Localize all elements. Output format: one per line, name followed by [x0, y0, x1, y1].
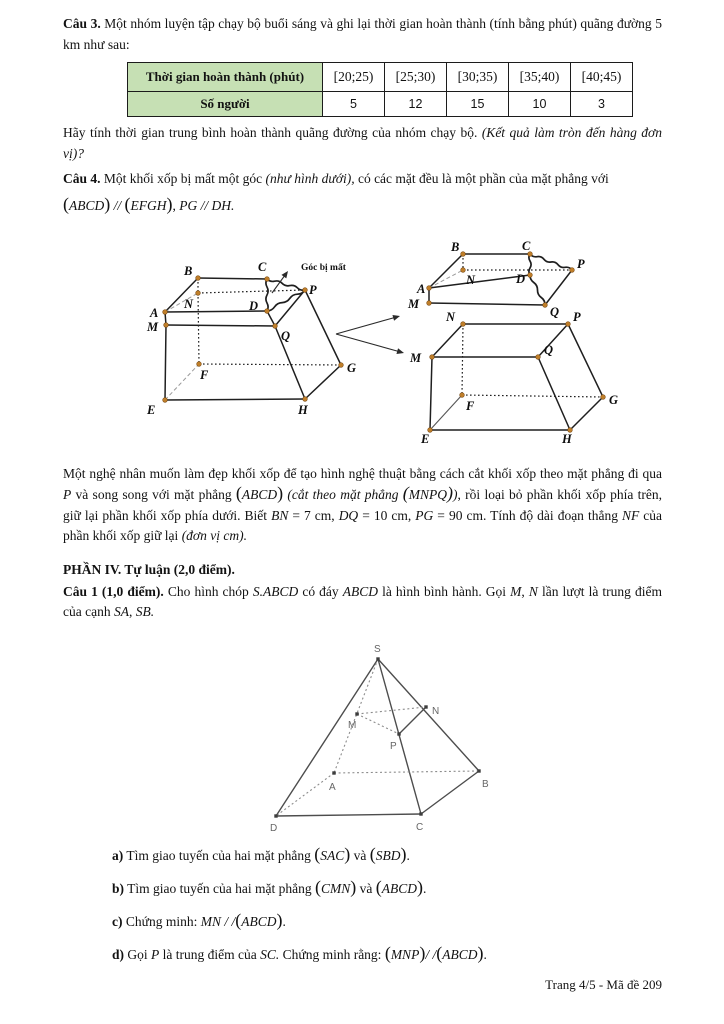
svg-text:G: G — [347, 360, 357, 375]
question-3-statement: Câu 3. Một nhóm luyện tập chạy bộ buổi sáng và ghi lại thời gian hoàn thành (tính bằng phút) quãng đường 5 km như sau: — [63, 16, 662, 52]
pyramid-diagram — [0, 628, 724, 844]
question-3-prompt: Hãy tính thời gian trung bình hoàn thành quãng đường của nhóm chạy bộ. (Kết quả làm tròn đến hàng đơn vị)? — [63, 125, 662, 161]
question-4-paragraph: Một nghệ nhân muốn làm đẹp khối xốp để tạo hình nghệ thuật bằng cách cắt khối xốp theo mặt phẳng đi qua P và song song với mặt phẳng (ABCD) (cắt theo mặt phẳng (MNPQ)), rồi loại bỏ phần khối xốp phía trên, giữ lại phần khối xốp phía dưới. Biết BN = 7 cm, DQ = 10 cm, PG = 90 cm. Tính độ dài đoạn thẳng NF của phần khối xốp giữ lại (đơn vị cm). — [63, 465, 663, 543]
svg-text:H: H — [298, 402, 308, 417]
svg-text:M: M — [410, 350, 422, 365]
svg-text:F: F — [466, 398, 475, 413]
table-header-count: Số người — [128, 92, 323, 117]
table-cell-count: 3 — [571, 92, 633, 117]
svg-text:Q: Q — [550, 304, 560, 319]
svg-text:A: A — [329, 781, 336, 793]
svg-text:H: H — [562, 431, 572, 446]
svg-text:C: C — [522, 238, 531, 253]
question-4-statement: Câu 4. Một khối xốp bị mất một góc (như hình dưới), có các mặt đều là một phần của mặt phẳng với — [63, 171, 609, 186]
svg-text:G: G — [609, 392, 619, 407]
question-4-figure — [63, 222, 662, 464]
svg-text:P: P — [577, 256, 585, 271]
pyramid-figure — [63, 628, 662, 844]
svg-text:Góc bị mất: Góc bị mất — [301, 262, 346, 273]
frequency-table — [127, 62, 633, 117]
svg-text:N: N — [432, 705, 440, 717]
block-diagrams — [0, 222, 724, 464]
svg-text:N: N — [446, 309, 456, 324]
table-cell-count: 5 — [323, 92, 385, 117]
table-cell-count: 15 — [447, 92, 509, 117]
svg-text:P: P — [390, 740, 397, 752]
svg-text:F: F — [200, 367, 209, 382]
svg-text:P: P — [573, 309, 581, 324]
part-4-heading: PHẦN IV. Tự luận (2,0 điểm). — [63, 561, 235, 577]
table-cell-interval: [20;25) — [323, 63, 385, 92]
svg-text:M: M — [408, 296, 420, 311]
essay-question-1: Câu 1 (1,0 điểm). Cho hình chóp S.ABCD có đáy ABCD là hình bình hành. Gọi M, N lần lượt là trung điểm của cạnh SA, SB. — [63, 583, 662, 619]
page-footer: Trang 4/5 - Mã đề 209 — [545, 977, 662, 992]
question-4-math-line: (ABCD) // (EFGH), PG // DH. — [63, 193, 235, 214]
svg-text:B: B — [482, 778, 489, 790]
table-row-intervals — [128, 63, 633, 92]
table-cell-interval: [25;30) — [385, 63, 447, 92]
table-cell-interval: [35;40) — [509, 63, 571, 92]
table-cell-interval: [30;35) — [447, 63, 509, 92]
table-row-counts — [128, 92, 633, 117]
svg-text:M: M — [147, 319, 159, 334]
svg-text:E: E — [421, 431, 430, 446]
svg-text:B: B — [451, 239, 460, 254]
svg-text:A: A — [417, 281, 426, 296]
svg-text:N: N — [466, 272, 476, 287]
svg-text:C: C — [258, 259, 267, 274]
svg-text:P: P — [309, 282, 317, 297]
svg-text:D: D — [270, 822, 278, 834]
sub-question-d: d) Gọi P là trung điểm của SC. Chứng minh rằng: (MNP)/ /(ABCD). — [112, 942, 487, 963]
table-header-time: Thời gian hoàn thành (phút) — [128, 63, 323, 92]
svg-text:D: D — [249, 298, 259, 313]
table-cell-interval: [40;45) — [571, 63, 633, 92]
svg-text:C: C — [416, 821, 424, 833]
sub-question-c: c) Chứng minh: MN / /(ABCD). — [112, 909, 286, 930]
svg-text:E: E — [147, 402, 156, 417]
svg-text:B: B — [184, 263, 193, 278]
table-cell-count: 12 — [385, 92, 447, 117]
svg-text:N: N — [184, 296, 194, 311]
table-cell-count: 10 — [509, 92, 571, 117]
svg-text:A: A — [150, 305, 159, 320]
svg-text:S: S — [374, 643, 381, 655]
sub-question-b: b) Tìm giao tuyến của hai mặt phẳng (CMN) và (ABCD). — [112, 876, 427, 897]
svg-text:M: M — [348, 719, 357, 731]
svg-text:Q: Q — [281, 328, 291, 343]
svg-text:Q: Q — [544, 342, 554, 357]
sub-question-a: a) Tìm giao tuyến của hai mặt phẳng (SAC) và (SBD). — [112, 843, 410, 864]
svg-text:D: D — [516, 271, 526, 286]
